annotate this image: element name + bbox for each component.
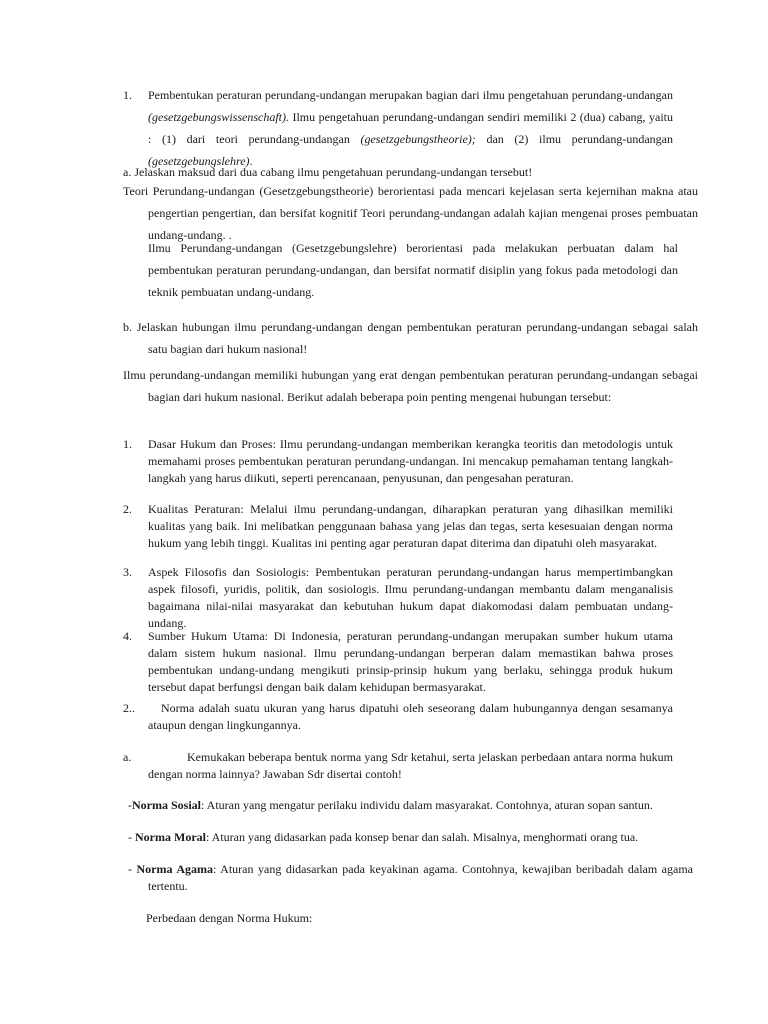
norm-sosial: -Norma Sosial: Aturan yang mengatur perilaku individu dalam masyarakat. Contohnya, aturan sopan santun.: [128, 798, 653, 812]
point-1: 1. Dasar Hukum dan Proses: Ilmu perundang-undangan memberikan kerangka teoritis dan metodologis untuk memahami proses pembentukan peraturan perundang-undangan. Ini mencakup pemahaman tentang langkah-langkah yang harus diikuti, seperti perencanaan, penyusunan, dan pengesahan peraturan.: [123, 437, 673, 485]
point-4: 4. Sumber Hukum Utama: Di Indonesia, peraturan perundang-undangan merupakan sumber hukum utama dalam sistem hukum nasional. Ilmu perundang-undangan berperan dalam memastikan bahwa proses pembentukan undang-undang mengikuti prinsip-prinsip hukum yang berlaku, sehingga produk hukum tersebut dapat berfungsi dengan baik dalam kehidupan bermasyarakat.: [123, 629, 673, 694]
norm-agama: - Norma Agama: Aturan yang didasarkan pada keyakinan agama. Contohnya, kewajiban beribadah dalam agama tertentu.: [128, 862, 693, 893]
question-2: 2.. Norma adalah suatu ukuran yang harus dipatuhi oleh seseorang dalam hubungannya dengan sesamanya ataupun dengan lingkungannya.: [123, 701, 673, 732]
difference-heading: Perbedaan dengan Norma Hukum:: [146, 911, 313, 925]
norm-agama-name: Norma Agama: [136, 862, 213, 876]
question-1b: b. Jelaskan hubungan ilmu perundang-undangan dengan pembentukan peraturan perundang-undangan sebagai salah satu bagian dari hukum nasional!: [123, 320, 698, 356]
point-2: 2. Kualitas Peraturan: Melalui ilmu perundang-undangan, diharapkan peraturan yang dihasilkan memiliki kualitas yang baik. Ini melibatkan penggunaan bahasa yang jelas dan tegas, serta kesesuaian dengan norma hukum yang lebih tinggi. Kualitas ini penting agar peraturan dapat diterima dan dipatuhi oleh masyarakat.: [123, 502, 673, 550]
term-gesetzgebungswissenschaft: (gesetzgebungswissenschaft).: [148, 110, 289, 124]
question-1-text: Pembentukan peraturan perundang-undangan merupakan bagian dari ilmu pengetahuan perundang-undangan (gesetzgebungswissenschaft). Ilmu pengetahuan perundang-undangan sendiri memiliki 2 (dua) cabang, yaitu : (1) dari teori perundang-undangan (gesetzgebungstheorie); dan (2) ilmu perundang-undangan (gesetzgebungslehre).: [148, 88, 673, 168]
question-2a: a. Kemukakan beberapa bentuk norma yang Sdr ketahui, serta jelaskan perbedaan antara norma hukum dengan norma lainnya? Jawaban Sdr disertai contoh!: [123, 750, 673, 781]
norm-moral-name: Norma Moral: [135, 830, 206, 844]
norm-sosial-name: Norma Sosial: [132, 798, 201, 812]
answer-1a-ilmu: Ilmu Perundang-undangan (Gesetzgebungslehre) berorientasi pada melakukan perbuatan dalam hal pembentukan peraturan perundang-undangan, dan bersifat normatif disiplin yang fokus pada metodologi dan teknik pembuatan undang-undang.: [148, 241, 678, 299]
norm-moral: - Norma Moral: Aturan yang didasarkan pada konsep benar dan salah. Misalnya, menghormati orang tua.: [128, 830, 639, 844]
question-1-number: 1.: [123, 88, 132, 102]
answer-1a-teori: Teori Perundang-undangan (Gesetzgebungstheorie) berorientasi pada mencari kejelasan serta kejernihan makna atau pengertian pengertian, dan bersifat kognitif Teori perundang-undangan adalah kajian mengenai proses pembuatan undang-undang. .: [123, 184, 698, 242]
term-gesetzgebungslehre: (gesetzgebungslehre): [148, 154, 250, 168]
point-3: 3. Aspek Filosofis dan Sosiologis: Pembentukan peraturan perundang-undangan harus mempertimbangkan aspek filosofi, yuridis, politik, dan sosiologis. Ilmu perundang-undangan membantu dalam menganalisis bagaimana nilai-nilai masyarakat dan kebutuhan hukum dapat diakomodasi dalam pembuatan undang-undang.: [123, 565, 673, 630]
question-1: [123, 84, 673, 172]
question-1a: a. Jelaskan maksud dari dua cabang ilmu pengetahuan perundang-undangan tersebut!: [123, 165, 533, 179]
answer-1b-intro: Ilmu perundang-undangan memiliki hubungan yang erat dengan pembentukan peraturan perundang-undangan sebagai bagian dari hukum nasional. Berikut adalah beberapa poin penting mengenai hubungan tersebut:: [123, 368, 698, 404]
term-gesetzgebungstheorie: (gesetzgebungstheorie);: [360, 132, 476, 146]
